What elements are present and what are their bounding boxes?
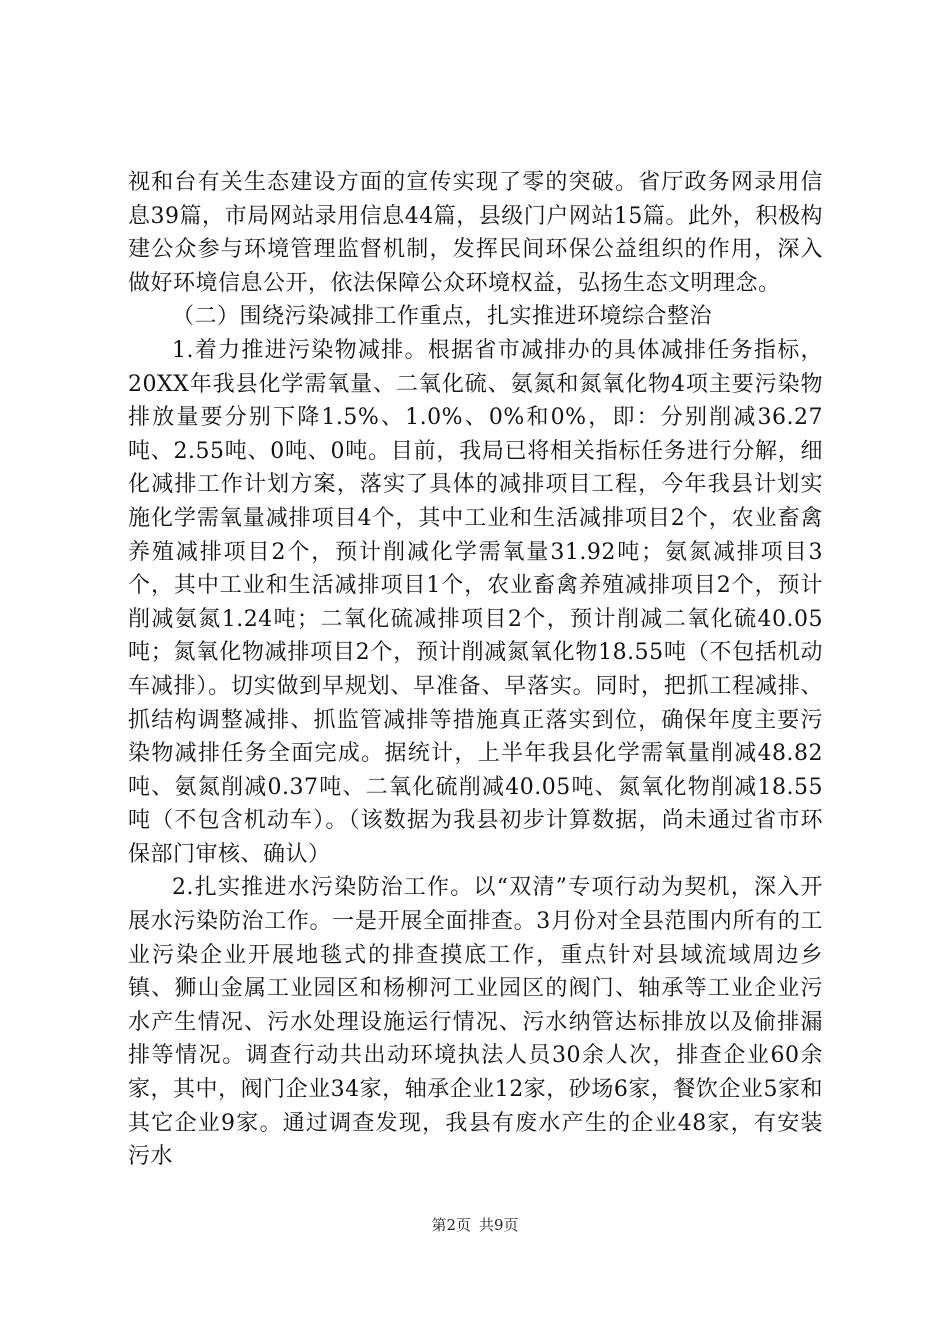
paragraph-pollutant-reduction: 1.着力推进污染物减排。根据省市减排办的具体减排任务指标，20XX年我县化学需氧量、二氧化硫、氨氮和氮氧化物4项主要污染物排放量要分别下降1.5%、1.0%、0%和0%，即：分别削减36.27吨、2.55吨、0吨、0吨。目前，我局已将相关指标任务进行分解，细化减排工作计划方案，落实了具体的减排项目工程，今年我县计划实施化学需氧量减排项目4个，其中工业和生活减排项目2个，农业畜禽养殖减排项目2个，预计削减化学需氧量31.92吨；氨氮减排项目3个，其中工业和生活减排项目1个，农业畜禽养殖减排项目2个，预计削减氨氮1.24吨；二氧化硫减排项目2个，预计削减二氧化硫40.05吨；氮氧化物减排项目2个，预计削减氮氧化物18.55吨（不包括机动车减排）。切实做到早规划、早准备、早落实。同时，把抓工程减排、抓结构调整减排、抓监管减排等措施真正落实到位，确保年度主要污染物减排任务全面完成。据统计，上半年我县化学需氧量削减48.82吨、氨氮削减0.37吨、二氧化硫削减40.05吨、氮氧化物削减18.55吨（不包含机动车）。（该数据为我县初步计算数据，尚未通过省市环保部门审核、确认） bbox=[128, 337, 823, 867]
paragraph-water-pollution-control: 2.扎实推进水污染防治工作。以“双清”专项行动为契机，深入开展水污染防治工作。一是开展全面排查。3月份对全县范围内所有的工业污染企业开展地毯式的排查摸底工作，重点针对县域流域周边乡镇、狮山金属工业园区和杨柳河工业园区的阀门、轴承等工业企业污水产生情况、污水处理设施运行情况、污水纳管达标排放以及偷排漏排等情况。调查行动共出动环境执法人员30余人次，排查企业60余家，其中，阀门企业34家，轴承企业12家，砂场6家，餐饮企业5家和其它企业9家。通过调查发现，我县有废水产生的企业48家，有安装污水 bbox=[128, 875, 823, 1170]
page-number-total: 共9页 bbox=[479, 1216, 519, 1234]
section-heading-pollution-reduction: （二）围绕污染减排工作重点，扎实推进环境综合整治 bbox=[172, 304, 713, 330]
page-number-current: 第2页 bbox=[431, 1216, 471, 1234]
paragraph-publicity-continued: 视和台有关生态建设方面的宣传实现了零的突破。省厅政务网录用信息39篇，市局网站录用信息44篇，县级门户网站15篇。此外，积极构建公众参与环境管理监督机制，发挥民间环保公益组织的作用，深入做好环境信息公开，依法保障公众环境权益，弘扬生态文明理念。 bbox=[128, 170, 823, 296]
document-body bbox=[128, 166, 823, 1174]
page-footer bbox=[0, 1214, 950, 1235]
